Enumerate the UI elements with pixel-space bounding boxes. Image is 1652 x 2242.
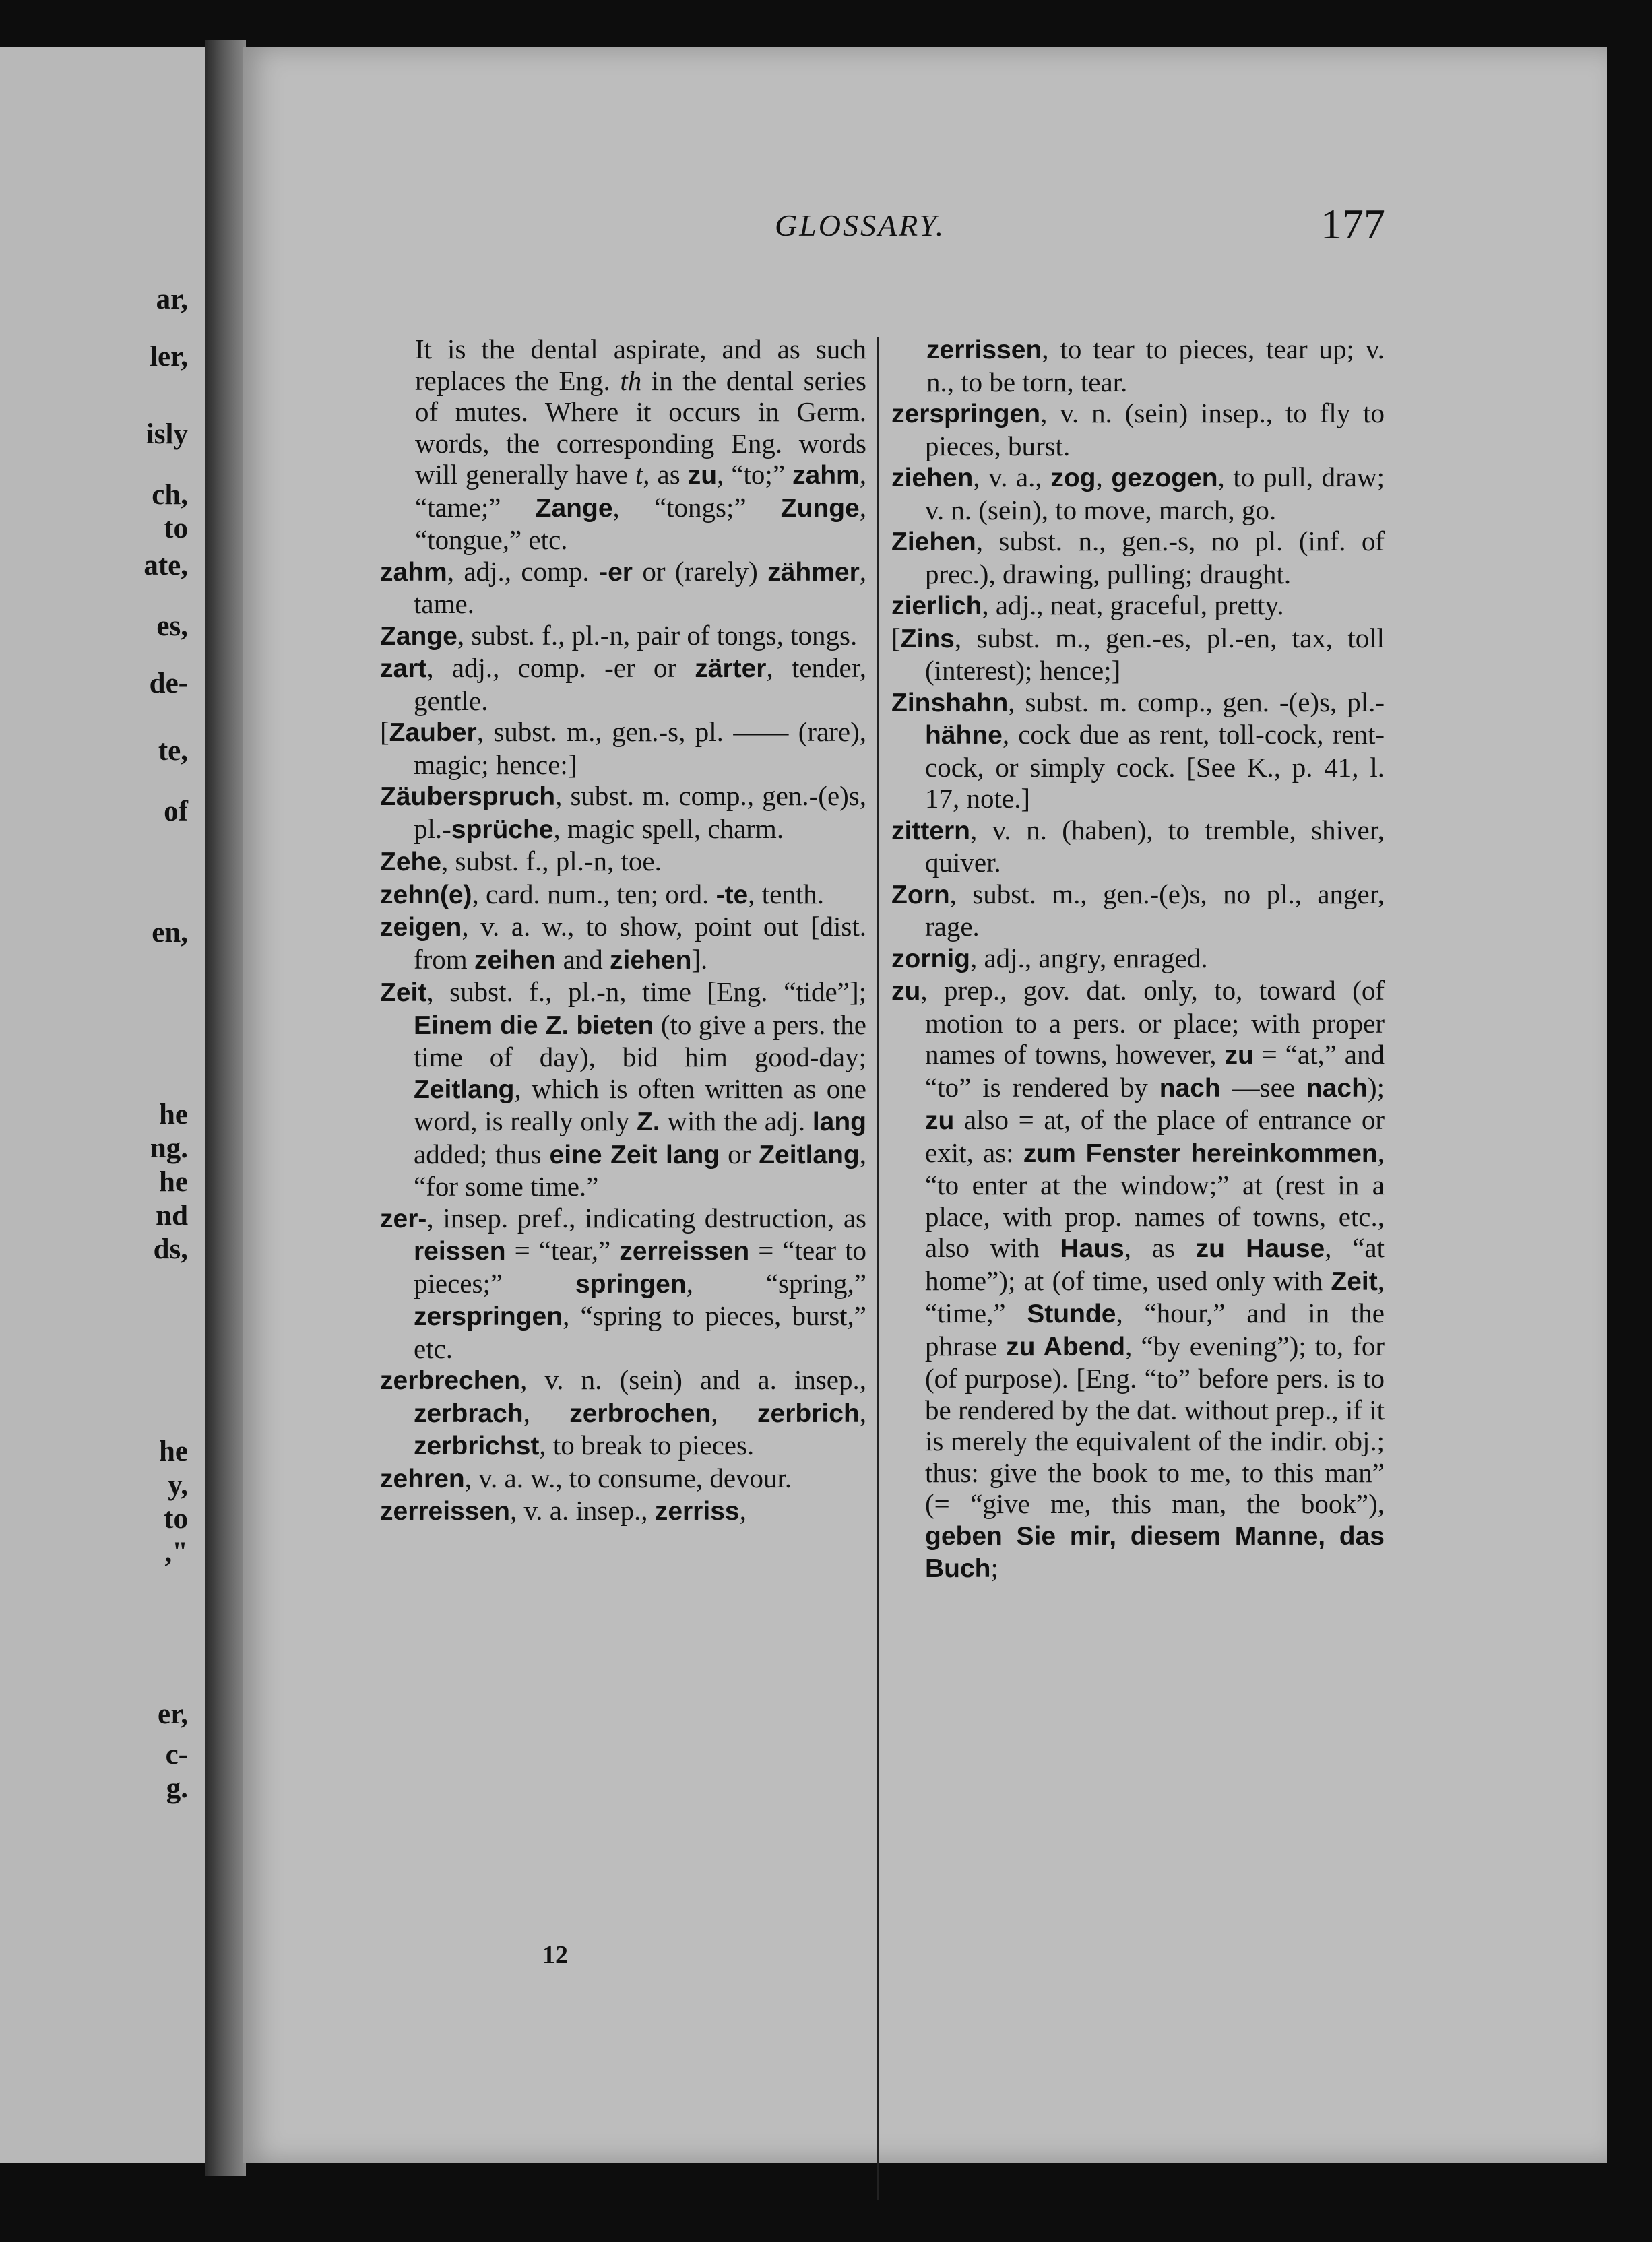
headword: zer-: [380, 1204, 427, 1234]
entry-text: , subst. m., gen.-(e)s, no pl., anger, rage.: [925, 878, 1385, 942]
facing-page-text: c-: [165, 1739, 188, 1770]
headword: eine Zeit lang: [549, 1140, 720, 1170]
entry-text: , to break to pieces.: [539, 1430, 755, 1461]
entry-text: ,: [523, 1397, 570, 1428]
entry-text: , prep., gov. dat. only, to, toward (of motion to a pers. or place; with proper names of towns, however,: [920, 975, 1385, 1070]
facing-page-text: ds,: [153, 1234, 188, 1265]
entry-text: , card. num., ten; ord.: [472, 878, 716, 909]
headword: zornig: [891, 944, 970, 973]
headword: zerreissen: [380, 1497, 510, 1526]
headword: gezogen: [1111, 463, 1218, 492]
entry-text: , adj., neat, graceful, pretty.: [982, 589, 1284, 620]
entry-text: , “tame;”: [415, 459, 866, 523]
glossary-entry: [891, 461, 1385, 525]
entry-text: , tame.: [414, 555, 866, 619]
entry-text: , “for some time.”: [414, 1138, 866, 1202]
headword: Zunge: [780, 493, 860, 523]
facing-page-text: ate,: [144, 550, 188, 581]
entry-text: , “hour,” and in the phrase: [925, 1298, 1385, 1362]
glossary-entry: [891, 878, 1385, 942]
headword: zerreissen: [619, 1237, 750, 1266]
entry-text: , as: [1124, 1232, 1196, 1263]
headword: zerriss: [654, 1497, 740, 1526]
facing-page-text: ng.: [150, 1132, 188, 1164]
entry-text: , “spring,”: [686, 1267, 866, 1299]
entry-text: , subst. m. comp., gen. -(e)s, pl.-: [1008, 686, 1385, 717]
entry-text: , to tear to pieces, tear up; v. n., to be torn, tear.: [926, 333, 1385, 397]
entry-text: , “at home”); at (of time, used only with: [925, 1232, 1385, 1296]
facing-page-fragment: [0, 47, 205, 2163]
glossary-entry: [891, 686, 1385, 814]
headword: zu: [687, 461, 718, 490]
entry-text: , “to enter at the window;” at (rest in a place, with prop. names of towns, etc., also with: [925, 1136, 1385, 1263]
glossary-entry: [380, 556, 866, 620]
entry-text: , as: [643, 459, 688, 490]
entry-text: = “at,” and “to” is rendered by: [925, 1039, 1385, 1103]
entry-text: , v. n. (haben), to tremble, shiver, quiver.: [925, 814, 1385, 878]
headword: zärter: [695, 654, 767, 683]
headword: Zeit: [380, 978, 427, 1007]
headword: sprüche: [451, 814, 554, 844]
entry-text: = “tear,”: [505, 1235, 620, 1266]
facing-page-text: en,: [152, 917, 188, 949]
column-divider: [877, 337, 879, 2200]
glossary-entry: [891, 975, 1385, 1585]
headword: zu: [1224, 1041, 1254, 1070]
headword: ziehen: [891, 463, 974, 492]
headword: zu: [891, 977, 921, 1006]
glossary-entry: [891, 814, 1385, 878]
headword: zu Hause: [1195, 1234, 1325, 1263]
entry-text: , subst. m., gen.-s, pl. —— (rare), magic; hence:]: [414, 716, 866, 780]
headword: geben Sie mir, diesem Manne, das Buch: [925, 1521, 1385, 1583]
entry-text: or: [720, 1138, 759, 1170]
headword: zog: [1050, 463, 1096, 492]
headword: zum Fenster hereinkommen: [1023, 1139, 1378, 1168]
facing-page-text: te,: [158, 735, 188, 767]
headword: Zorn: [891, 880, 950, 909]
continued-entry: [891, 333, 1385, 397]
headword: zehren: [380, 1464, 465, 1494]
entry-text: in the dental series of mutes. Where it occurs in Germ. words, the corresponding Eng. words will generally have: [415, 364, 866, 490]
entry-text: —see: [1220, 1071, 1306, 1103]
headword: zart: [380, 654, 427, 683]
glossary-entry: [380, 1364, 866, 1463]
entry-text: , cock due as rent, toll-cock, rent-cock, or simply cock. [See K., p. 41, l. 17, note.]: [925, 719, 1385, 814]
entry-text: = “tear to pieces;”: [414, 1235, 866, 1299]
entry-text: , v. n. (sein) insep., to fly to pieces, burst.: [925, 397, 1385, 461]
headword: Haus: [1060, 1234, 1124, 1263]
glossary-entry: [891, 525, 1385, 589]
glossary-column-right: [891, 333, 1385, 1585]
headword: Zins: [900, 624, 955, 653]
headword: zerbrich: [757, 1399, 860, 1428]
glossary-entry: [380, 652, 866, 716]
entry-text: , v. a. w., to show, point out [dist. from: [414, 911, 866, 975]
headword: Zeitlang: [759, 1140, 860, 1170]
page-number: 177: [1321, 200, 1385, 248]
continued-entry: [380, 333, 866, 556]
entry-text: and: [556, 943, 610, 975]
signature-mark: 12: [542, 1941, 568, 1969]
headword: zittern: [891, 816, 970, 845]
entry-text: , which is often written as one word, is really only: [414, 1072, 866, 1136]
headword: Zauber: [389, 718, 477, 747]
glossary-entry: [380, 780, 866, 845]
entry-text: , “to;”: [717, 459, 793, 490]
headword: zerspringen: [891, 399, 1041, 428]
entry-text: with the adj.: [660, 1106, 813, 1136]
entry-list: [380, 556, 866, 1528]
headword: nach: [1306, 1073, 1368, 1103]
headword: Ziehen: [891, 527, 976, 556]
headword: Z.: [636, 1108, 660, 1136]
entry-text: , subst. m. comp., gen.-(e)s, pl.-: [414, 780, 866, 844]
running-head: GLOSSARY.: [775, 208, 946, 243]
headword: zerbrechen: [380, 1366, 521, 1395]
headword: Zinshahn: [891, 688, 1009, 717]
facing-page-text: ar,: [156, 284, 188, 315]
entry-text: th: [620, 364, 642, 396]
facing-page-text: g.: [166, 1772, 188, 1804]
facing-page-text: er,: [158, 1698, 188, 1730]
headword: zierlich: [891, 591, 982, 620]
glossary-entry: [380, 1463, 866, 1496]
entry-text: ,: [711, 1397, 758, 1428]
headword: Zeit: [1331, 1267, 1378, 1296]
entry-text: or (rarely): [632, 555, 768, 587]
headword: Zäuberspruch: [380, 782, 556, 811]
headword: zeihen: [474, 945, 557, 975]
entry-text: , adj., comp.: [447, 555, 600, 587]
glossary-entry: [380, 1495, 866, 1528]
entry-text: also = at, of the place of entrance or exit, as:: [925, 1104, 1385, 1168]
entry-text: ,: [739, 1495, 746, 1526]
entry-text: , “tongue,” etc.: [415, 491, 866, 555]
entry-text: , subst. f., pl.-n, pair of tongs, tongs.: [457, 619, 858, 651]
facing-page-text: to: [164, 513, 188, 544]
entry-text: , magic spell, charm.: [553, 812, 784, 844]
headword: zeigen: [380, 913, 462, 942]
headword: zu Abend: [1006, 1332, 1126, 1362]
entry-text: , v. a.,: [973, 461, 1051, 492]
glossary-entry: [380, 620, 866, 653]
entry-text: , subst. m., gen.-es, pl.-en, tax, toll (interest); hence;]: [925, 622, 1385, 686]
headword: Stunde: [1027, 1300, 1116, 1328]
headword: ziehen: [610, 945, 692, 975]
facing-page-text: he: [159, 1099, 188, 1130]
headword: zerrissen: [926, 335, 1042, 364]
headword: zerspringen: [414, 1302, 563, 1331]
headword: hähne: [925, 721, 1003, 750]
facing-page-text: de-: [149, 668, 188, 699]
headword: zerbrach: [414, 1399, 523, 1428]
entry-text: added; thus: [414, 1138, 550, 1170]
headword: Zehe: [380, 847, 442, 876]
entry-text: , subst. n., gen.-s, no pl. (inf. of prec.), drawing, pulling; draught.: [925, 525, 1385, 589]
facing-page-text: to: [164, 1503, 188, 1535]
headword: -er: [599, 557, 633, 587]
facing-page-text: nd: [156, 1200, 188, 1231]
glossary-entry: [380, 845, 866, 878]
facing-page-text: ch,: [152, 479, 188, 511]
entry-text: , adj., angry, enraged.: [970, 942, 1208, 973]
headword: zerbrochen: [569, 1399, 711, 1428]
facing-page-text: he: [159, 1166, 188, 1198]
headword: Zange: [380, 621, 457, 651]
facing-page-text: isly: [146, 418, 188, 450]
facing-page-text: y,: [168, 1469, 188, 1501]
facing-page-text: es,: [156, 610, 188, 642]
entry-text: It is the dental aspirate, and as such replaces the Eng.: [415, 333, 866, 396]
entry-text: );: [1367, 1071, 1385, 1103]
entry-text: , tender, gentle.: [414, 652, 866, 716]
headword: Einem die Z. bieten: [414, 1011, 654, 1040]
headword: zerbrichst: [414, 1432, 540, 1461]
entry-text: , to pull, draw; v. n. (sein), to move, march, go.: [925, 461, 1385, 525]
headword: zehn(e): [380, 880, 472, 909]
entry-text: , “tongs;”: [612, 491, 781, 523]
glossary-entry: [891, 622, 1385, 686]
entry-text: , subst. f., pl.-n, toe.: [441, 845, 662, 876]
entry-text: t: [635, 459, 643, 490]
glossary-entry: [891, 589, 1385, 622]
entry-text: , “time,”: [925, 1264, 1385, 1328]
headword: springen: [575, 1269, 687, 1299]
entry-text: ].: [691, 943, 708, 975]
entry-text: , “spring to pieces, burst,” etc.: [414, 1300, 866, 1364]
glossary-entry: [891, 942, 1385, 975]
entry-text: ,: [1095, 461, 1112, 492]
headword: nach: [1159, 1073, 1221, 1103]
headword: Zange: [535, 493, 613, 523]
entry-text: [: [891, 622, 901, 653]
entry-text: , insep. pref., indicating destruction, as: [426, 1202, 866, 1234]
headword: zähmer: [767, 557, 860, 587]
entry-text: ,: [859, 1397, 867, 1428]
facing-page-text: ler,: [150, 341, 188, 373]
headword: zahm: [792, 461, 860, 490]
entry-text: ;: [990, 1552, 998, 1583]
headword: zahm: [380, 557, 447, 587]
book-gutter: [205, 40, 246, 2176]
headword: lang: [812, 1108, 866, 1136]
entry-text: (to give a pers. the time of day), bid him good-day;: [414, 1008, 866, 1072]
entry-text: , v. a. w., to consume, devour.: [464, 1462, 792, 1494]
facing-page-text: ,": [164, 1537, 188, 1568]
glossary-entry: [380, 878, 866, 911]
entry-text: , subst. f., pl.-n, time [Eng. “tide”];: [426, 976, 866, 1007]
facing-page-text: of: [164, 796, 188, 827]
entry-text: , v. n. (sein) and a. insep.,: [520, 1364, 866, 1395]
headword: zu: [925, 1106, 955, 1135]
entry-text: , tenth.: [748, 878, 824, 909]
glossary-entry: [380, 1203, 866, 1365]
headword: reissen: [414, 1237, 506, 1266]
headword: Zeitlang: [414, 1075, 515, 1104]
glossary-entry: [891, 397, 1385, 461]
glossary-entry: [380, 976, 866, 1203]
entry-text: , v. a. insep.,: [509, 1495, 655, 1526]
entry-text: , adj., comp. -er or: [426, 652, 695, 683]
entry-list: [891, 397, 1385, 1585]
glossary-column-left: [380, 333, 866, 1528]
facing-page-text: he: [159, 1436, 188, 1467]
glossary-entry: [380, 716, 866, 780]
headword: -te: [716, 880, 749, 909]
entry-text: , “by evening”); to, for (of purpose). [Eng. “to” before pers. is to be rendered by the dat. without prep., if it is merely the equivalent of the indir. obj.; thus: give the book to me, to this man” (= “give me, this man, the book”),: [925, 1330, 1385, 1519]
glossary-entry: [380, 911, 866, 976]
entry-text: [: [380, 716, 389, 747]
